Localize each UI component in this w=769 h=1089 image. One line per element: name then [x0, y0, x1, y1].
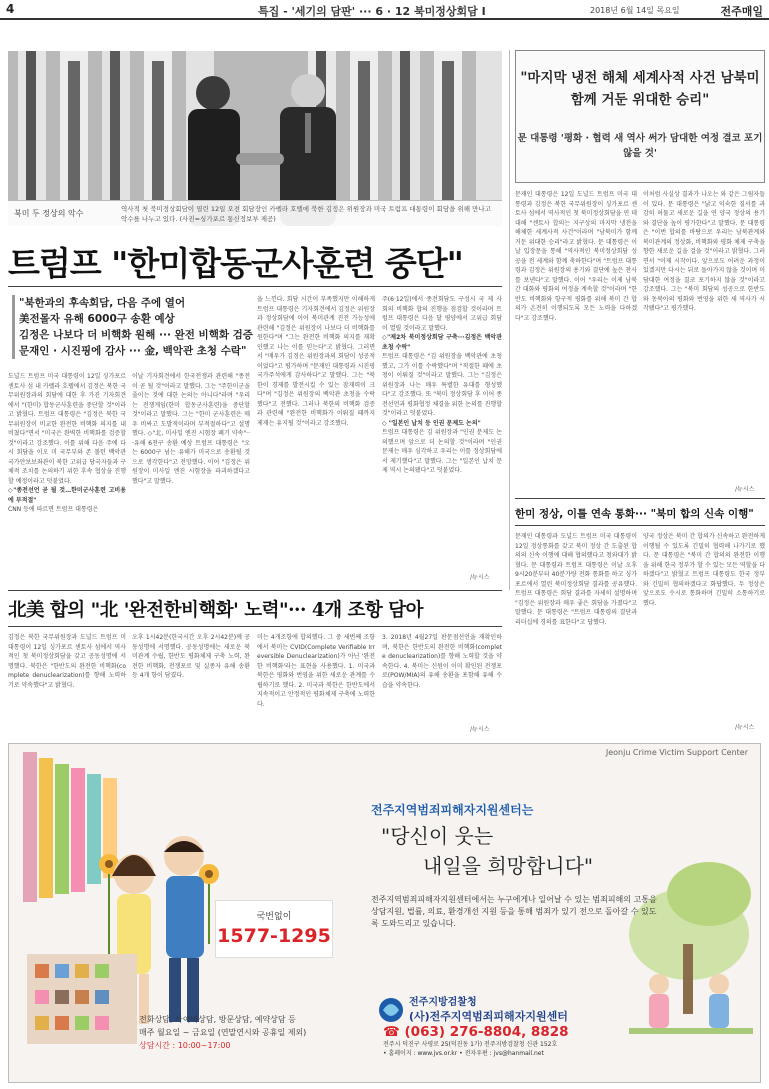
article2-headline: 北美 합의 "北 '완전한비핵화' 노력"··· 4개 조항 담아	[8, 600, 423, 621]
sidebar-col4	[643, 532, 765, 720]
ad-telephone[interactable]: ☎ (063) 276-8804, 8828	[383, 1024, 569, 1040]
body-text: 을 느낀다. 회담 시간이 부족했지만 이해하게 트럼프 대통령은 기자회견에서 김정은 위원장과 정상회담에 이어 북미관계 진전 가능성에 관련해 "김정은 위원장이 나보다 더 비핵화를 원한다"며 "그는 완전한 비핵화 의지를 재확인했고 나는 이를 믿는다"고 밝혔다. 그러면서 "매우가 김정은 위원장과의 회담이 성공적이었다"고 평가하며 "문재인 대통령과 시진핑 국가주석에게 감사하다"고 말했다. 그는 "북한이 경제를 발전시킬 수 있는 잠재력이 크다"며 "김정은 위원장의 백악관 초청을 수락했다"고 전했다. 그러나 북한의 비핵화 검증과 관련해 "완전한 비핵화가 이뤄질 때까지 제재는 유지될 것"이라고 강조했다.	[257, 296, 375, 427]
inline-subhead: ◇"종전선언 곧 될 것…한미군사훈련 고비용에 부적절"	[8, 487, 126, 504]
issue-date: 2018년 6월 14일 목요일	[590, 6, 680, 15]
article2-col1	[8, 633, 126, 733]
main-article-col1	[8, 372, 126, 580]
ad-hotline-label: 국번없이	[256, 912, 292, 922]
ad-address: 전주시 덕진구 사평로 25(덕진동 1가) 전주지방검찰청 신관 152호	[383, 1041, 558, 1048]
main-article-col2	[132, 372, 250, 580]
page-header	[0, 0, 769, 20]
article2-col4	[382, 633, 502, 723]
article-source: /뉴시스	[470, 574, 490, 581]
sidebar-col2	[643, 190, 765, 482]
caption-text: 역사적 첫 북미정상회담이 열린 12일 오전 회담장인 카펠라 호텔에 북한 김정은 위원장과 미국 트럼프 대통령이 회담을 위해 만나고 악수를 나누고 있다.	[121, 205, 491, 223]
ad-description: 전주지역범죄피해자지원센터에서는 누구에게나 일어날 수 있는 범죄피해의 고통을 상담지원, 법률, 의료, 환경개선 지원 등을 통해 범죄가 있기 전으로 돌아갈 수 있도록 도와드리고 있습니다.	[371, 895, 657, 928]
inline-subhead: ◇ "일본인 납치 등 인권 문제도 논의"	[382, 419, 481, 427]
ad-hotline-number[interactable]: 1577-1295	[217, 925, 331, 947]
body-text: CNN 등에 따르면 트럼프 대통령은	[8, 506, 99, 513]
section-title: 특집 - '세기의 담판' ··· 6 · 12 북미정상회담 Ⅰ	[258, 5, 486, 18]
body-text: 김정은 북한 국무위원장과 도널드 트럼프 미 대통령이 12일 싱가포르 센토사 섬에서 역사적인 첫 북미정상회담을 갖고 공동성명에 서명했다. 북한은 "한반도의 완전한 비핵화(complete denuclearization)를 향해 노력하기로 약속했다"고 밝혔다.	[8, 634, 126, 689]
headline-rule	[8, 286, 502, 287]
article2-col3	[257, 633, 375, 733]
ad-org-title: 전주지역범죄피해자지원센터는	[371, 803, 534, 817]
body-text: 3. 2018년 4월27일 판문점선언을 재확인하며, 북한은 한반도의 완전한 비핵화(complete denuclearization)를 향해 노력할 것을 약속한다. 4. 북미는 신원이 이미 확인된 전쟁포로(POW/MIA)의 유해 송환을 포함해 유해 수습을 약속한다.	[382, 634, 502, 689]
photo-credit: (사진=싱가포르 통신정보부 제공)	[179, 215, 276, 223]
sidebar-quote-box	[515, 50, 765, 183]
sidebar-headline: 한미 정상, 이틀 연속 통화··· "북미 합의 신속 이행"	[515, 508, 754, 520]
advertisement	[8, 743, 761, 1083]
body-text: 도널드 트럼프 미국 대통령이 12일 싱가포르 센토사 섬 내 카펠라 호텔에서 김정은 북한 국무위원장과의 회담에 대한 후 가진 기자회견에서 "(한미) 합동군사훈련을 중단할 것"이라고 밝혔다. 트럼프 대통령은 "김정은 북한 국무위원장이 비교한 완전한 비핵화 의지를 내비쳤다"면서 "미국은 완벽한 비핵화를 검증할 것"이라고 강조했다. 이를 위해 다음 주에 다시 회담을 이오 미 국무부와 존 볼턴 백악관 국가안보보좌관이 북한 고위급 당국자들과 구체적 조치를 논의하기 위한 후속 협상을 진행할 예정이라고 덧붙였다.	[8, 373, 126, 485]
ad-contact	[383, 993, 743, 1058]
sidebar-col1	[515, 190, 637, 490]
body-text: 이날 기자회견에서 한국전쟁과 관련해 "종전이 곧 될 것"이라고 말했다. 그는 "주한미군을 줄이는 것에 대한 논의는 아니다"라며 "우리는 전쟁게임(한미 합동군사훈련)을 중단할 것"이라고 말했다. 그는 "한미 군사훈련은 매우 비싸고 도발적이라며 부적절하다"고 설명했다. ◇"北, 미사일 엔진 시험장 폐기 약속"···유해 6천구 송환 예상 트럼프 대통령은 "오는 6000구 넘는 유해가 미국으로 송환될 것으로 생각한다"고 전망했다. 이어 "김정은 위원장이 미사일 엔진 시험장을 파괴하겠다고 했다"고 말했다.	[132, 373, 250, 485]
sidebar-col3	[515, 532, 637, 732]
body-text: 트럼프 대통령은 김 위원장과 "인권 문제도 논의했으며 앞으로 더 논의할 것"이라며 "인권 문제는 매우 심각하고 우리는 이를 정상회담에서 제기했다"고 말했다. 그는 "일본인 납치 문제 역시 논의됐다"고 덧붙였다.	[382, 429, 502, 474]
main-subheads	[12, 295, 252, 359]
main-article-col3	[257, 295, 375, 580]
handshake	[236, 153, 284, 165]
body-text: 이처럼 사실상 결과가 나오는 와 같은 그림자들이 있다. 문 대통령은 "낡고 익숙한 질서를 과감히 허물고 새로운 길을 연 양국 정상의 용기와 결단을 높이 평가한다"고 말했다. 문 대통령은 "이번 합의를 바탕으로 우리는 남북관계와 북미관계의 정상화, 비핵화와 평화 체제 구축을 향한 새로운 길을 걸을 것"이라고 밝혔다. 그러면서 "이제 시작이다. 앞으로도 어려운 과정이 있겠지만 다시는 뒤로 돌아가지 않을 것이며 이 담대한 여정을 결코 포기하지 않을 것"이라고 강조했다. 그는 "북미 회담의 성공으로 한반도와 동북아의 평화와 번영을 위한 새 역사가 시작됐다"고 평가했다.	[643, 191, 765, 312]
paper-name: 전주매일	[720, 5, 763, 18]
photo-caption	[8, 200, 502, 226]
body-text: 양국 정상은 북미 간 합의가 신속하고 완전하게 이행될 수 있도록 긴밀히 협력해 나가기로 했다. 문 대통령은 "북미 간 합의의 완전한 이행을 위해 한국 정부가 할 수 있는 모든 역할을 다하겠다"고 밝혔고 트럼프 대통령도 한국 정부와 긴밀히 협의하겠다고 화답했다. 두 정상은 앞으로도 수시로 통화하며 긴밀히 소통하기로 했다.	[643, 533, 765, 607]
subhead-line: 김정은 나보다 더 비핵화 원해 ··· 완전 비핵화 검증	[19, 329, 253, 341]
ad-english-name: Jeonju Crime Victim Support Center	[605, 748, 748, 757]
ad-service-types: 전화상담, 사이버상담, 방문상담, 예약상담 등	[139, 1015, 296, 1024]
ad-slogan-line2: 내일을 희망합니다"	[423, 854, 594, 878]
crowd-illustration	[27, 954, 137, 1044]
article-source: /뉴시스	[735, 724, 755, 731]
ad-prosecutor-office: 전주지방검찰청	[409, 997, 477, 1008]
page-number: 4	[6, 2, 15, 16]
ad-services	[139, 1013, 359, 1052]
caption-title: 북미 두 정상의 악수	[14, 209, 84, 218]
section-rule	[515, 498, 765, 499]
body-text: 오후 1시42분(한국시간 오후 2시42분)께 공동성명에 서명했다. 공동성명에는 새로운 북미관계 수립, 한반도 평화체제 구축 노력, 완전한 비핵화, 전쟁포로 및 실종자 유해 송환 등 4개 항이 담겼다.	[132, 634, 250, 679]
main-headline: 트럼프 "한미합동군사훈련 중단"	[8, 244, 463, 283]
subhead-line: 美전몰자 유해 6000구 송환 예상	[19, 313, 175, 325]
ad-center-name: (사)전주지역범죄피해자지원센터	[409, 1010, 568, 1023]
ad-slogan-line1: "당신이 웃는	[381, 824, 494, 848]
article-source: /뉴시스	[735, 486, 755, 493]
subhead-line: "북한과의 후속회담, 다음 주에 열어	[19, 297, 186, 309]
ad-web-email[interactable]: • 홈페이지 : www.jvs.or.kr • 전자우편 : jvs@hanmail.net	[383, 1050, 544, 1057]
column-divider	[509, 50, 510, 590]
main-article-col4	[382, 295, 502, 570]
body-text: 트럼프 대통령은 "김 위원장을 백악관에 초청했고, 그가 이를 수락했다"며 "적절한 때에 초청이 이뤄질 것"이라고 말했다. 그는 "김정은 위원장과 나는 매우 특별한 유대를 형성했다"고 강조했다. 또 "북미 정상회담 후 이어 종전선언과 평화협정 체결을 위한 논의를 진행할 것"이라고 덧붙였다.	[382, 353, 502, 417]
body-text: 미는 4개조항에 합의했다. 그 중 세번째 조항에서 북미는 CVID(Complete Verifiable Irreversible Denuclearization)가 아닌 '완전한 비핵화'라는 표현을 사용했다. 1. 미국과 북한은 평화와 번영을 위한 새로운 관계를 수립하기로 했다. 2. 미국과 북한은 한반도에서 지속적이고 안정적인 평화체제 구축에 노력한다.	[257, 634, 375, 708]
sidebar-quote-sub: 문 대통령 '평화 · 협력 새 역사 써가 담대한 여정 결코 포기 않을 것'	[517, 133, 763, 159]
subhead-line: 문재인 · 시진핑에 감사 ··· 金, 백악관 초청 수락"	[19, 345, 247, 357]
ad-hotline-box	[215, 900, 333, 958]
sidebar-quote: "마지막 냉전 해체 세계사적 사건 남북미 함께 거둔 위대한 승리"	[520, 70, 760, 108]
ad-hours: 상담시간 : 10:00~17:00	[139, 1041, 231, 1050]
article-source: /뉴시스	[470, 726, 490, 733]
section-rule	[8, 590, 502, 591]
body-text: 문재인 대통령은 12일 도널드 트럼프 미국 대통령과 김정은 북한 국무위원장이 싱가포르 센토사 섬에서 역사적인 첫 북미정상회담을 연 데 대해 "센토사 합의는 지구상의 마지막 냉전을 해체한 세계사적 사건"이라며 "남북미가 함께 거둔 위대한 승리"라고 밝혔다. 문 대통령은 이날 입장문을 통해 "역사적인 북미정상회담 성공을 전 세계와 함께 축하한다"며 "트럼프 대통령과 김정은 위원장의 용기와 결단에 높은 찬사를 보낸다"고 말했다. 이어 "우리는 이제 남북 간 대화와 평화의 여정을 계속할 것"이라며 "한반도 비핵화와 항구적 평화를 위해 북미 간 합의가 온전히 이행되도록 모든 노력을 다하겠다"고 강조했다.	[515, 191, 637, 322]
ad-schedule: 매주 월요일 ~ 금요일 (연말연시와 공휴일 제외)	[139, 1028, 307, 1037]
section-rule	[515, 525, 765, 526]
body-text: 문재인 대통령과 도널드 트럼프 미국 대통령이 12일 정상통화를 갖고 북미 정상 간 도출된 합의의 신속 이행에 대해 협의했다고 청와대가 밝혔다. 문 대통령과 트럼프 대통령은 이날 오후 9시20분부터 40분가량 전화 통화를 하고 싱가포르에서 열린 북미정상회담 결과를 공유했다. 트럼프 대통령은 회담 결과를 자세히 설명하며 "김정은 위원장과 매우 좋은 회담을 가졌다"고 말했다. 문 대통령은 "트럼프 대통령의 결단과 리더십에 경의를 표한다"고 답했다.	[515, 533, 637, 626]
stripe-pattern	[23, 752, 117, 902]
inline-subhead: ◇"제2차 북미정상회담 구축···김정은 백악관 초청 수락"	[382, 334, 502, 351]
body-text: 주(6·12일)에서 종전회담도 구성시 국 제 사회의 비핵화 합의 진행을 점검할 것이라며 트럼프 대통령은 다음 달 평양에서 고위급 회담이 열릴 것이라고 말했다.	[382, 296, 502, 332]
article2-col2	[132, 633, 250, 733]
section-rule	[8, 626, 502, 627]
